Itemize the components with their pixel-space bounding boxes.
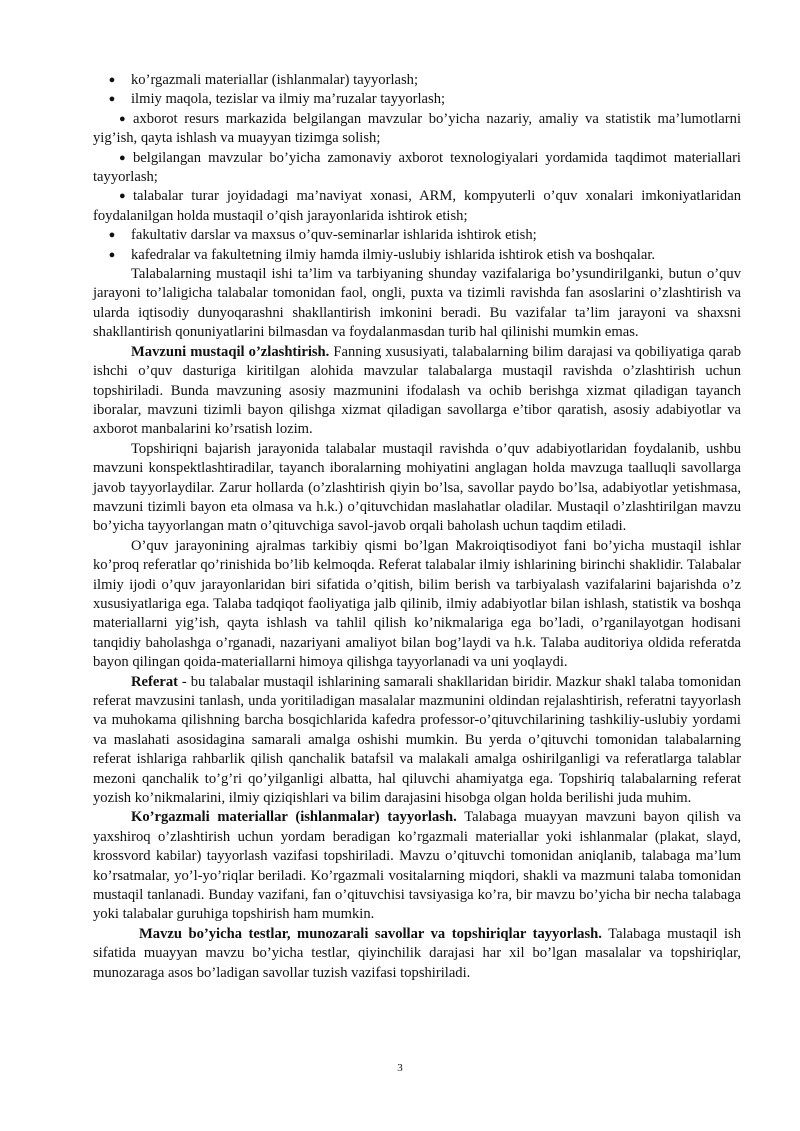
bullet-icon: ● (108, 248, 116, 261)
paragraph-text: Talabaga mustaqil ish sifatida muayyan mavzu bo’yicha testlar, qiyinchilik darajasi har xil bo’lgan masalalar va topshiriqlar, munozaraga asos bo’ladigan savollar tuzish vazifasi topshiriladi. (93, 925, 741, 981)
paragraph-referat (93, 673, 741, 809)
bullet-text: axborot resurs markazida belgilangan mavzular bo’yicha nazariy, amaliy va statistik ma’lumotlarni yig’ish, qayta ishlash va muayyan tizimga solish; (93, 110, 741, 147)
paragraph-heading: Ko’rgazmali materiallar (ishlanmalar) tayyorlash. (131, 809, 457, 826)
paragraph-visual-materials (93, 808, 741, 924)
bullet-item (93, 187, 741, 226)
bullet-icon: ● (119, 151, 126, 164)
bullet-text: talabalar turar joyidadagi ma’naviyat xonasi, ARM, kompyuterli o’quv xonalari imkoniyatlaridan foydalanilgan holda mustaqil o’qish jarayonlarida ishtirok etish; (93, 188, 741, 224)
paragraph-referats: O’quv jarayonining ajralmas tarkibiy qismi bo’lgan Makroiqtisodiyot fani bo’yicha mustaqil ishlar ko’proq referatlar qo’rinishida bo’lib kelmoqda. Referat talabalar ilmiy ishlarining birinchi shaklidir. Talabalar ilmiy ijodi o’quv jarayonlaridan biri sifatida o’qitish, bilim berish va tarbiyalash vazifalarini bajarishda o’z xususiyatlariga ega. Talaba tadqiqot faoliyatiga jalb qilinib, ilmiy adabiyotlar bilan ishlash, statistik va boshqa materiallarni yig’ish, qayta ishlash va tahlil qilish ko’nikmalariga ega bo’ladi, o’rganilayotgan hodisani tanqidiy baholashga o’rganadi, nazariyani amaliyot bilan bog’laydi va h.k. Talaba auditoriya oldida referatda bayon qilingan qoida-materiallarni himoya qilishga tayyorlanadi va uni yoqlaydi. (93, 537, 741, 671)
bullet-icon: ● (119, 112, 126, 125)
paragraph-heading: Referat (131, 673, 178, 690)
bullet-item (93, 226, 741, 245)
bullet-text: ko’rgazmali materiallar (ishlanmalar) tayyorlash; (131, 72, 419, 88)
page-number: 3 (397, 1062, 403, 1074)
paragraph-text: Fanning xususiyati, talabalarning bilim darajasi va qobiliyatiga qarab ishchi o’quv dasturiga kiritilgan alohida mavzular talabalarga mustaqil ravishda o’zlashtirish uchun topshiriladi. Bunda mavzuning asosiy mazmunini ifodalash va ochib berishga xizmat qiladigan tayanch iboralar, mavzuni tizimli bayon qilishga xizmat qiladigan savollarga e’tibor qaratish, asosiy adabiyotlar va axborot manbalarini ko’rsatish lozim. (93, 343, 741, 438)
paragraph-independent-work: Talabalarning mustaqil ishi ta’lim va tarbiyaning shunday vazifalariga bo’ysundirilganki, butun o’quv jarayoni to’laligicha talabalar tomonidan faol, ongli, puxta va tizimli ravishda fan asoslarini o’zlashtirish va ularda iqtisodiy dunyoqarashni shakllantirish imkonini beradi. Bu vazifalar ta’lim jarayoni va shaxsni shakllantirish qonuniyatlarini bilmasdan va foydalanmasdan turib hal qilinishi mumkin emas. (93, 266, 741, 341)
bullet-item (93, 246, 741, 265)
bullet-text: belgilangan mavzular bo’yicha zamonaviy axborot texnologiyalari yordamida taqdimot materiallari tayyorlash; (93, 149, 741, 186)
bullet-text: ilmiy maqola, tezislar va ilmiy ma’ruzalar tayyorlash; (131, 91, 446, 108)
paragraph-text: Talabaga muayyan mavzuni bayon qilish va yaxshiroq o’zlashtirish uchun yordam beradigan ko’rgazmali materiallar yoki ishlanmalar (plakat, slayd, krossvord kabilar) tayyorlash vazifasi topshiriladi. Mavzu o’qituvchi tomonidan aniqlanib, talabaga ma’lum ko’rsatmalar, yo’l-yo’riqlar beriladi. Ko’rgazmali vositalarning miqdori, shakli va mazmuni talaba tomonidan mustaqil tanlanadi. Bunday vazifani, fan o’qituvchisi tavsiyasiga ko’ra, bir mavzu bo’yicha bir necha talabaga yoki talabalar guruhiga topshirish ham mumkin. (93, 809, 741, 923)
paragraph-task-execution: Topshiriqni bajarish jarayonida talabalar mustaqil ravishda o’quv adabiyotlaridan foydalanib, ushbu mavzuni konspektlashtiradilar, tayanch iboralarning mohiyatini anglagan holda mavzuga taalluqli savollarga javob tayyorlaydilar. Zarur hollarda (o’zlashtirish qiyin bo’lsa, savollar paydo bo’lsa, adabiyotlar yetishmasa, mavzuni tizimli bayon eta olmasa va h.k.) o’qituvchidan maslahatlar oladilar. Mustaqil o’zlashtirilgan mavzu bo’yicha tayyorlangan matn o’qituvchiga savol-javob orqali baholash uchun taqdim etiladi. (93, 440, 741, 535)
paragraph-tests (93, 925, 741, 983)
document-page (93, 71, 741, 983)
bullet-icon: ● (119, 190, 126, 203)
bullet-icon: ● (108, 93, 116, 106)
paragraph-text: - bu talabalar mustaqil ishlarining samarali shakllaridan biridir. Mazkur shakl talaba tomonidan referat mavzusini tanlash, unda yoritiladigan masalalar mazmunini oldindan rejalashtirish, referatni tayyorlash va muhokama qilishning barcha bosqichlarida kafedra professor-o’qituvchilarining tashkiliy-uslubiy yordami va maslahati asosidagina samarali amalga oshishi mumkin. Bu yerda o’qituvchi tomonidan talabalarning referat ishlariga rahbarlik qilish qanchalik batafsil va malakali amalga oshirilganligi va referatlarga talablar mezoni qanchalik to’g’ri qo’yilganligi albatta, hal qiluvchi ahamiyatga ega. Topshiriq talabalarning referat yozish ko’nikmalarini, ilmiy qiziqishlari va bilim darajasini hisobga olgan holda berilishi juda muhim. (93, 673, 741, 807)
bullet-text: fakultativ darslar va maxsus o’quv-seminarlar ishlarida ishtirok etish; (131, 227, 537, 244)
paragraph-heading: Mavzu bo’yicha testlar, munozarali savollar va topshiriqlar tayyorlash. (139, 925, 602, 942)
paragraph-heading: Mavzuni mustaqil o’zlashtirish. (131, 343, 330, 360)
bullet-icon: ● (108, 229, 116, 242)
bullet-item (93, 90, 741, 109)
bullet-text: kafedralar va fakultetning ilmiy hamda ilmiy-uslubiy ishlarida ishtirok etish va boshqalar. (131, 246, 656, 263)
bullet-item (93, 110, 741, 149)
paragraph-topic-mastery (93, 343, 741, 440)
bullet-item (93, 71, 741, 90)
bullet-item (93, 149, 741, 188)
bullet-icon: ● (108, 74, 116, 86)
